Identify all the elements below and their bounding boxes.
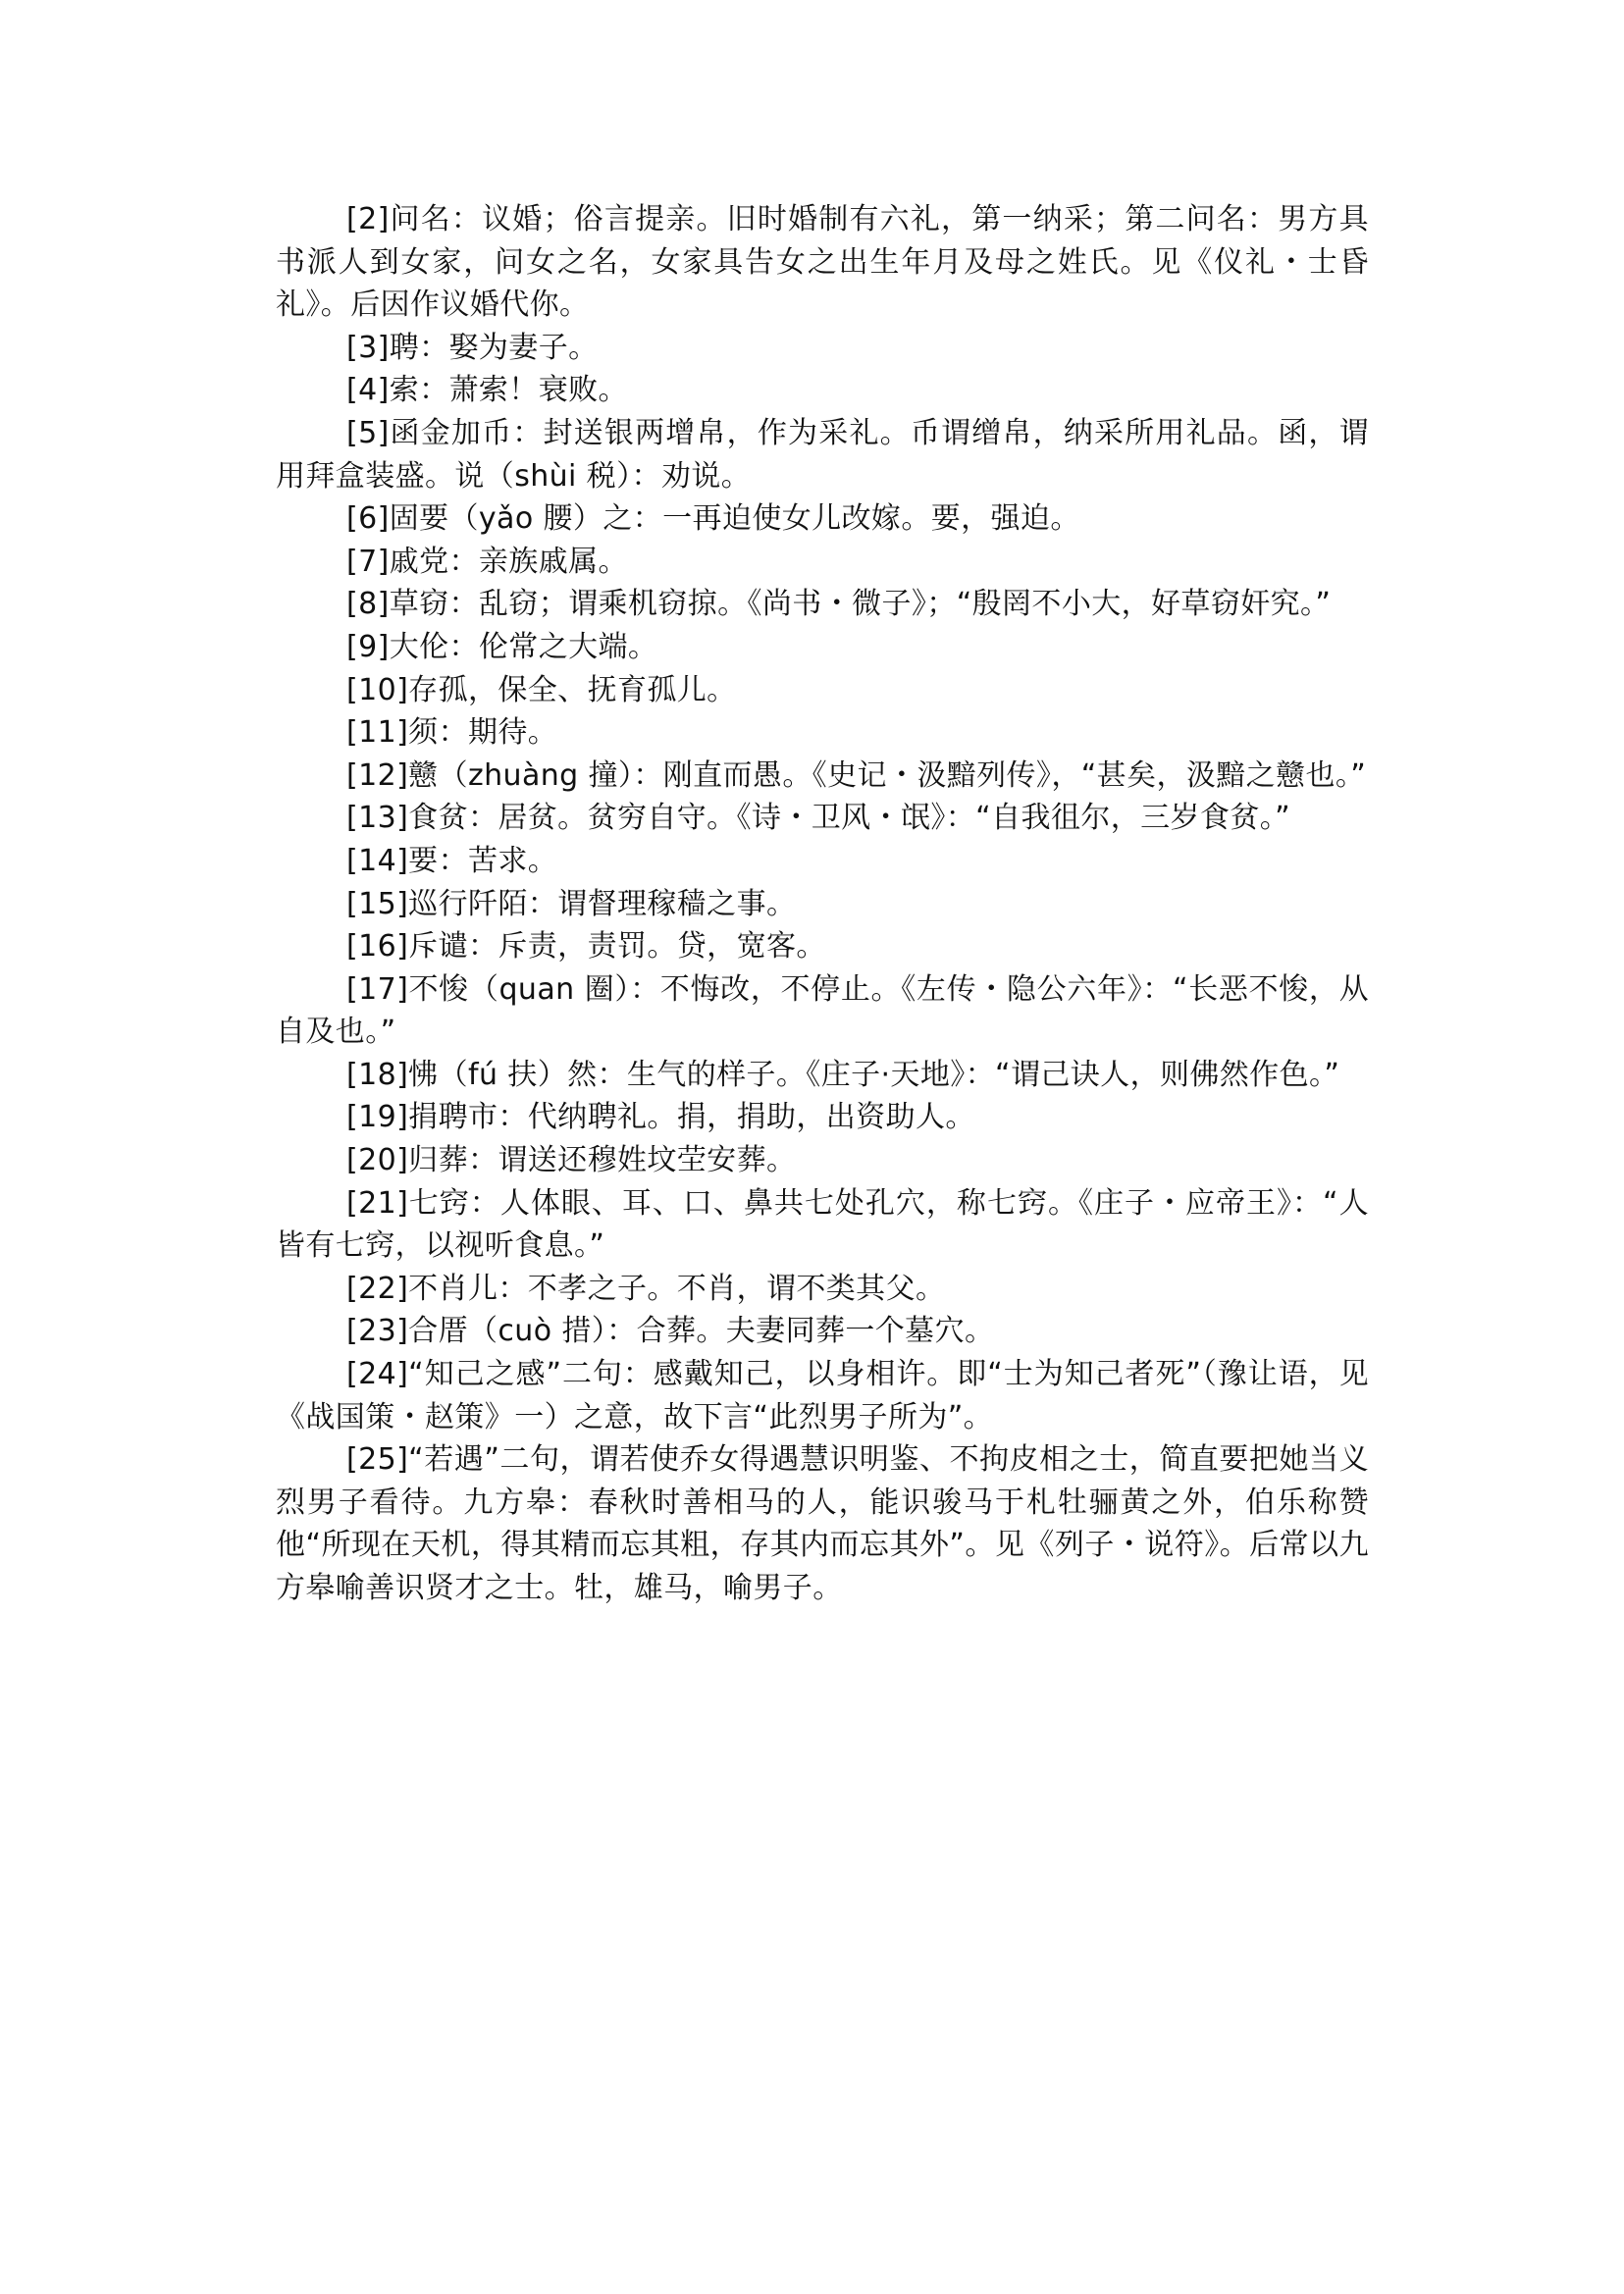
footnote-11: [11]须：期待。 — [346, 715, 558, 751]
footnotes-block — [276, 198, 1369, 1610]
footnote-6: [6]固要（yǎo 腰）之：一再迫使女儿改嫁。要，强迫。 — [346, 501, 1080, 537]
footnote-21: [21]七窍：人体眼、耳、口、鼻共七处孔穴，称七窍。《庄子・应帝王》：“人皆有七窍，以视听食息。” — [276, 1185, 1369, 1264]
footnote-14: [14]要：苦求。 — [346, 843, 558, 878]
footnote-19: [19]捐聘市：代纳聘礼。捐，捐助，出资助人。 — [346, 1100, 975, 1135]
footnote-18: [18]怫（fú 扶）然：生气的样子。《庄子·天地》：“谓己诀人，则佛然作色。” — [346, 1057, 1340, 1092]
footnote-15: [15]巡行阡陌：谓督理稼穑之事。 — [346, 886, 797, 921]
footnote-20: [20]归葬：谓送还穆姓坟茔安葬。 — [346, 1143, 797, 1178]
footnote-3: [3]聘：娶为妻子。 — [346, 330, 599, 365]
footnote-25: [25]“若遇”二句，谓若使乔女得遇慧识明鉴、不拘皮相之士，简直要把她当义烈男子看待。九方皋：春秋时善相马的人，能识骏马于札牡骊黄之外，伯乐称赞他“所现在天机，得其精而忘其粗，存其内而忘其外”。见《列子・说符》。后常以九方皋喻善识贤才之士。牡，雄马，喻男子。 — [276, 1442, 1369, 1605]
footnote-12: [12]戆（zhuàng 撞）：刚直而愚。《史记・汲黯列传》，“甚矣，汲黯之戆也。” — [346, 757, 1367, 793]
footnote-9: [9]大伦：伦常之大端。 — [346, 629, 658, 664]
footnote-16: [16]斥谴：斥责，责罚。贷，宽客。 — [346, 929, 826, 965]
footnote-17: [17]不悛（quan 圈）：不悔改，不停止。《左传・隐公六年》：“长恶不悛，从自及也。” — [276, 971, 1369, 1050]
footnote-10: [10]存孤，保全、抚育孤儿。 — [346, 672, 737, 707]
footnote-13: [13]食贫：居贫。贫穷自守。《诗・卫风・氓》：“自我徂尔，三岁食贫。” — [346, 801, 1291, 836]
footnote-2: [2]问名：议婚；俗言提亲。旧时婚制有六礼，第一纳采；第二问名：男方具书派人到女家，问女之名，女家具告女之出生年月及母之姓氏。见《仪礼・士昏礼》。后因作议婚代你。 — [276, 202, 1369, 323]
footnote-22: [22]不肖儿：不孝之子。不肖，谓不类其父。 — [346, 1271, 946, 1306]
footnote-23: [23]合厝（cuò 措）：合葬。夫妻同葬一个墓穴。 — [346, 1314, 995, 1349]
footnote-4: [4]索：萧索！衰败。 — [346, 373, 628, 408]
footnote-8: [8]草窃：乱窃；谓乘机窃掠。《尚书・微子》；“殷罔不小大，好草窃奸究。” — [346, 587, 1332, 622]
footnote-24: [24]“知己之感”二句：感戴知己，以身相许。即“士为知己者死”（豫让语，见《战国策・赵策》一）之意，故下言“此烈男子所为”。 — [276, 1357, 1369, 1434]
footnote-7: [7]戚党：亲族戚属。 — [346, 544, 628, 579]
footnote-5: [5]函金加币：封送银两增帛，作为采礼。币谓缯帛，纳采所用礼品。函，谓用拜盒装盛。说（shùi 税）：劝说。 — [276, 415, 1369, 494]
